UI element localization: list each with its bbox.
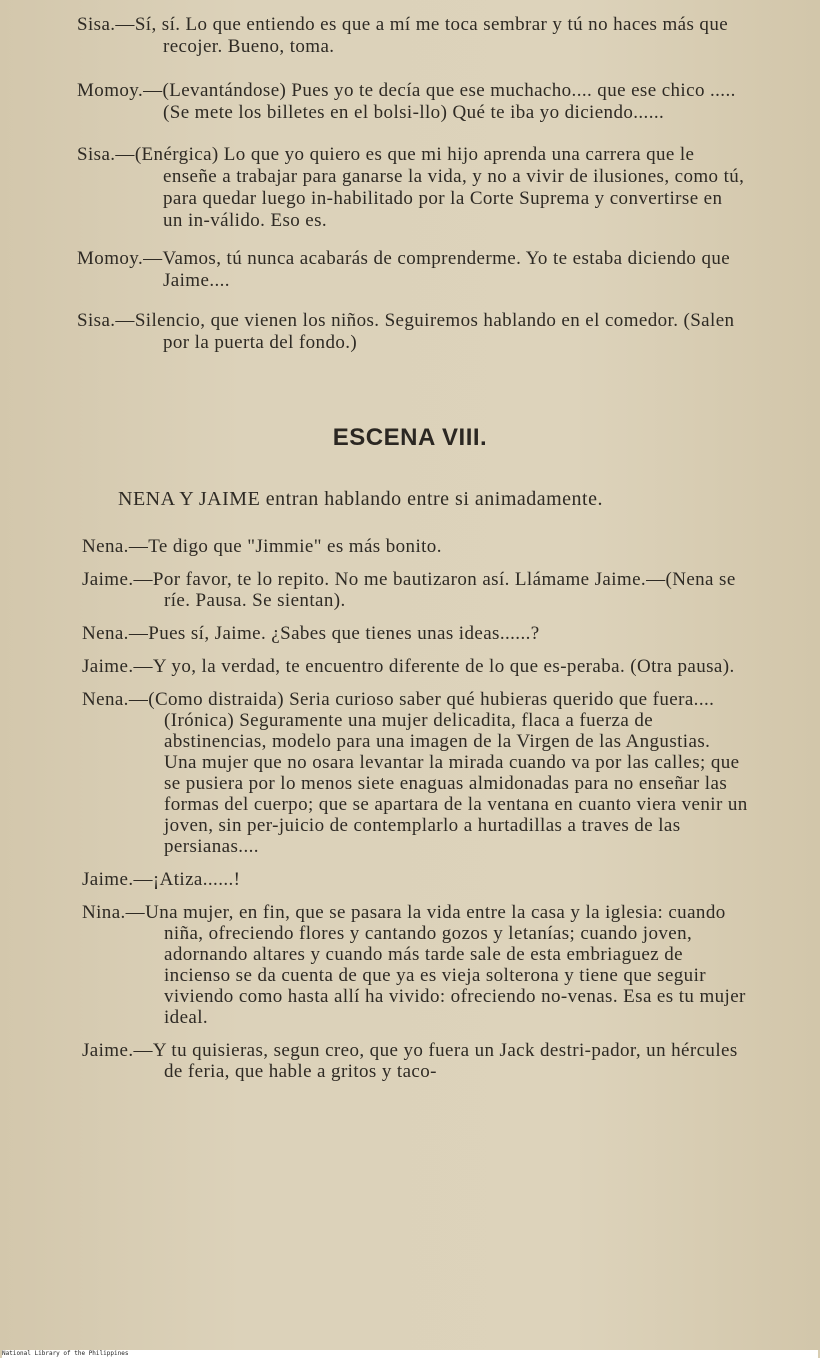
dialogue-line: Jaime.—¡Atiza......! bbox=[82, 869, 241, 890]
dialogue-line: Sisa.—(Enérgica) Lo que yo quiero es que mi hijo aprenda una carrera que le enseñe a trabajar para ganarse la vida, y no a vivir de ilusiones, como tú, para quedar luego in-habilitado por la Corte Suprema y convertirse en un in-válido. Eso es. bbox=[77, 144, 745, 231]
dialogue-line: Jaime.—Por favor, te lo repito. No me bautizaron así. Llámame Jaime.—(Nena se ríe. Pausa. Se sientan). bbox=[82, 569, 736, 611]
dialogue-line: Jaime.—Y yo, la verdad, te encuentro diferente de lo que es-peraba. (Otra pausa). bbox=[82, 656, 735, 677]
dialogue-line: Nena.—Pues sí, Jaime. ¿Sabes que tienes unas ideas......? bbox=[82, 623, 540, 644]
dialogue-top bbox=[77, 14, 747, 354]
dialogue-line: Momoy.—(Levantándose) Pues yo te decía que ese muchacho.... que ese chico ..... (Se mete los billetes en el bolsi-llo) Qué te iba yo diciendo...... bbox=[77, 80, 736, 123]
dialogue-line: Momoy.—Vamos, tú nunca acabarás de comprenderme. Yo te estaba diciendo que Jaime.... bbox=[77, 248, 731, 291]
dialogue-line: Sisa.—Silencio, que vienen los niños. Seguiremos hablando en el comedor. (Salen por la puerta del fondo.) bbox=[77, 310, 735, 353]
dialogue-line: Jaime.—Y tu quisieras, segun creo, que yo fuera un Jack destri-pador, un hércules de feria, que hable a gritos y taco- bbox=[82, 1040, 738, 1082]
library-footer: National Library of the Philippines bbox=[2, 1350, 818, 1358]
dialogue-line: Nina.—Una mujer, en fin, que se pasara la vida entre la casa y la iglesia: cuando niña, ofreciendo flores y cantando gozos y letanías; cuando joven, adornando altares y cuando más tarde sale de esta embriaguez de incienso se da cuenta de que ya es vieja solterona y tiene que seguir viviendo como hasta allí ha vivido: ofreciendo no-venas. Esa es tu mujer ideal. bbox=[82, 902, 746, 1028]
dialogue-line: Nena.—(Como distraida) Seria curioso saber qué hubieras querido que fuera....(Irónica) Seguramente una mujer delicadita, flaca a fuerza de abstinencias, modelo para una imagen de la Virgen de las Angustias. Una mujer que no osara levantar la mirada cuando va por las calles; que se pusiera por lo menos siete enaguas almidonadas para no enseñar las formas del cuerpo; que se apartara de la ventana en cuanto viera venir un joven, sin per-juicio de contemplarlo a hurtadillas a traves de las persianas.... bbox=[82, 689, 748, 857]
dialogue-bottom bbox=[82, 536, 748, 1082]
dialogue-line: Nena.—Te digo que "Jimmie" es más bonito. bbox=[82, 536, 442, 557]
scene-intro: NENA Y JAIME entran hablando entre si animadamente. bbox=[118, 488, 603, 510]
dialogue-line: Sisa.—Sí, sí. Lo que entiendo es que a mí me toca sembrar y tú no haces más que recojer. Bueno, toma. bbox=[77, 14, 729, 57]
scene-heading: ESCENA VIII. bbox=[332, 424, 488, 451]
